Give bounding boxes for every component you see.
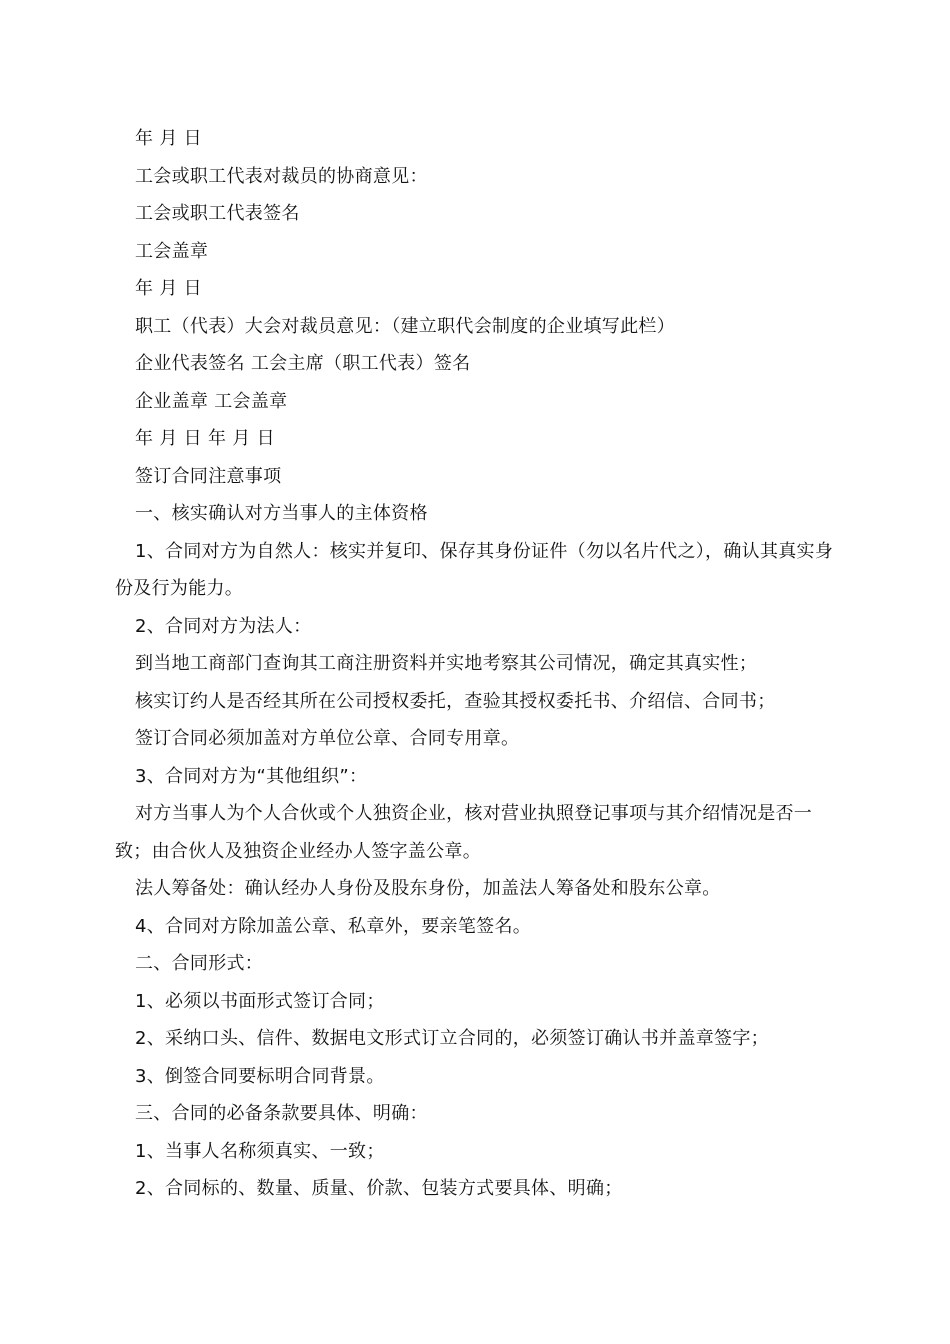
section-heading: 三、合同的必备条款要具体、明确：: [135, 1103, 428, 1124]
list-item: 2、采纳口头、信件、数据电文形式订立合同的，必须签订确认书并盖章签字；: [135, 1028, 769, 1049]
congress-opinion-label: 职工（代表）大会对裁员意见：（建立职代会制度的企业填写此栏）: [135, 315, 675, 337]
body-paragraph: 对方当事人为个人合伙或个人独资企业，核对营业执照登记事项与其介绍情况是否一致；由合伙人及独资企业经办人签字盖公章。: [115, 803, 813, 862]
body-paragraph: 到当地工商部门查询其工商注册资料并实地考察其公司情况，确定其真实性；: [135, 653, 758, 674]
body-paragraph: 签订合同必须加盖对方单位公章、合同专用章。: [135, 728, 520, 749]
body-paragraph: 法人筹备处：确认经办人身份及股东身份，加盖法人筹备处和股东公章。: [135, 878, 721, 899]
list-item: 3、合同对方为“其他组织”：: [135, 765, 368, 787]
signature-labels: 企业代表签名 工会主席（职工代表）签名: [135, 353, 471, 374]
union-seal-label: 工会盖章: [135, 240, 209, 262]
date-line: 年 月 日: [135, 128, 202, 149]
date-line: 年 月 日: [135, 278, 202, 299]
date-line: 年 月 日 年 月 日: [135, 428, 275, 449]
body-paragraph: 核实订约人是否经其所在公司授权委托，查验其授权委托书、介绍信、合同书；: [135, 690, 776, 712]
list-item: 1、合同对方为自然人：核实并复印、保存其身份证件（勿以名片代之），确认其真实身份及行为能力。: [115, 540, 834, 599]
list-item: 2、合同对方为法人：: [135, 615, 312, 637]
union-signature-label: 工会或职工代表签名: [135, 203, 300, 224]
section-heading: 二、合同形式：: [135, 953, 264, 974]
list-item: 3、倒签合同要标明合同背景。: [135, 1065, 385, 1087]
document-body: [115, 120, 835, 1208]
union-opinion-label: 工会或职工代表对裁员的协商意见：: [135, 165, 428, 187]
seal-labels: 企业盖章 工会盖章: [135, 390, 288, 412]
section-heading: 一、核实确认对方当事人的主体资格: [135, 503, 428, 524]
section-title: 签订合同注意事项: [135, 465, 282, 487]
list-item: 2、合同标的、数量、质量、价款、包装方式要具体、明确；: [135, 1178, 623, 1199]
list-item: 4、合同对方除加盖公章、私章外，要亲笔签名。: [135, 915, 532, 937]
list-item: 1、当事人名称须真实、一致；: [135, 1140, 385, 1162]
list-item: 1、必须以书面形式签订合同；: [135, 990, 385, 1012]
